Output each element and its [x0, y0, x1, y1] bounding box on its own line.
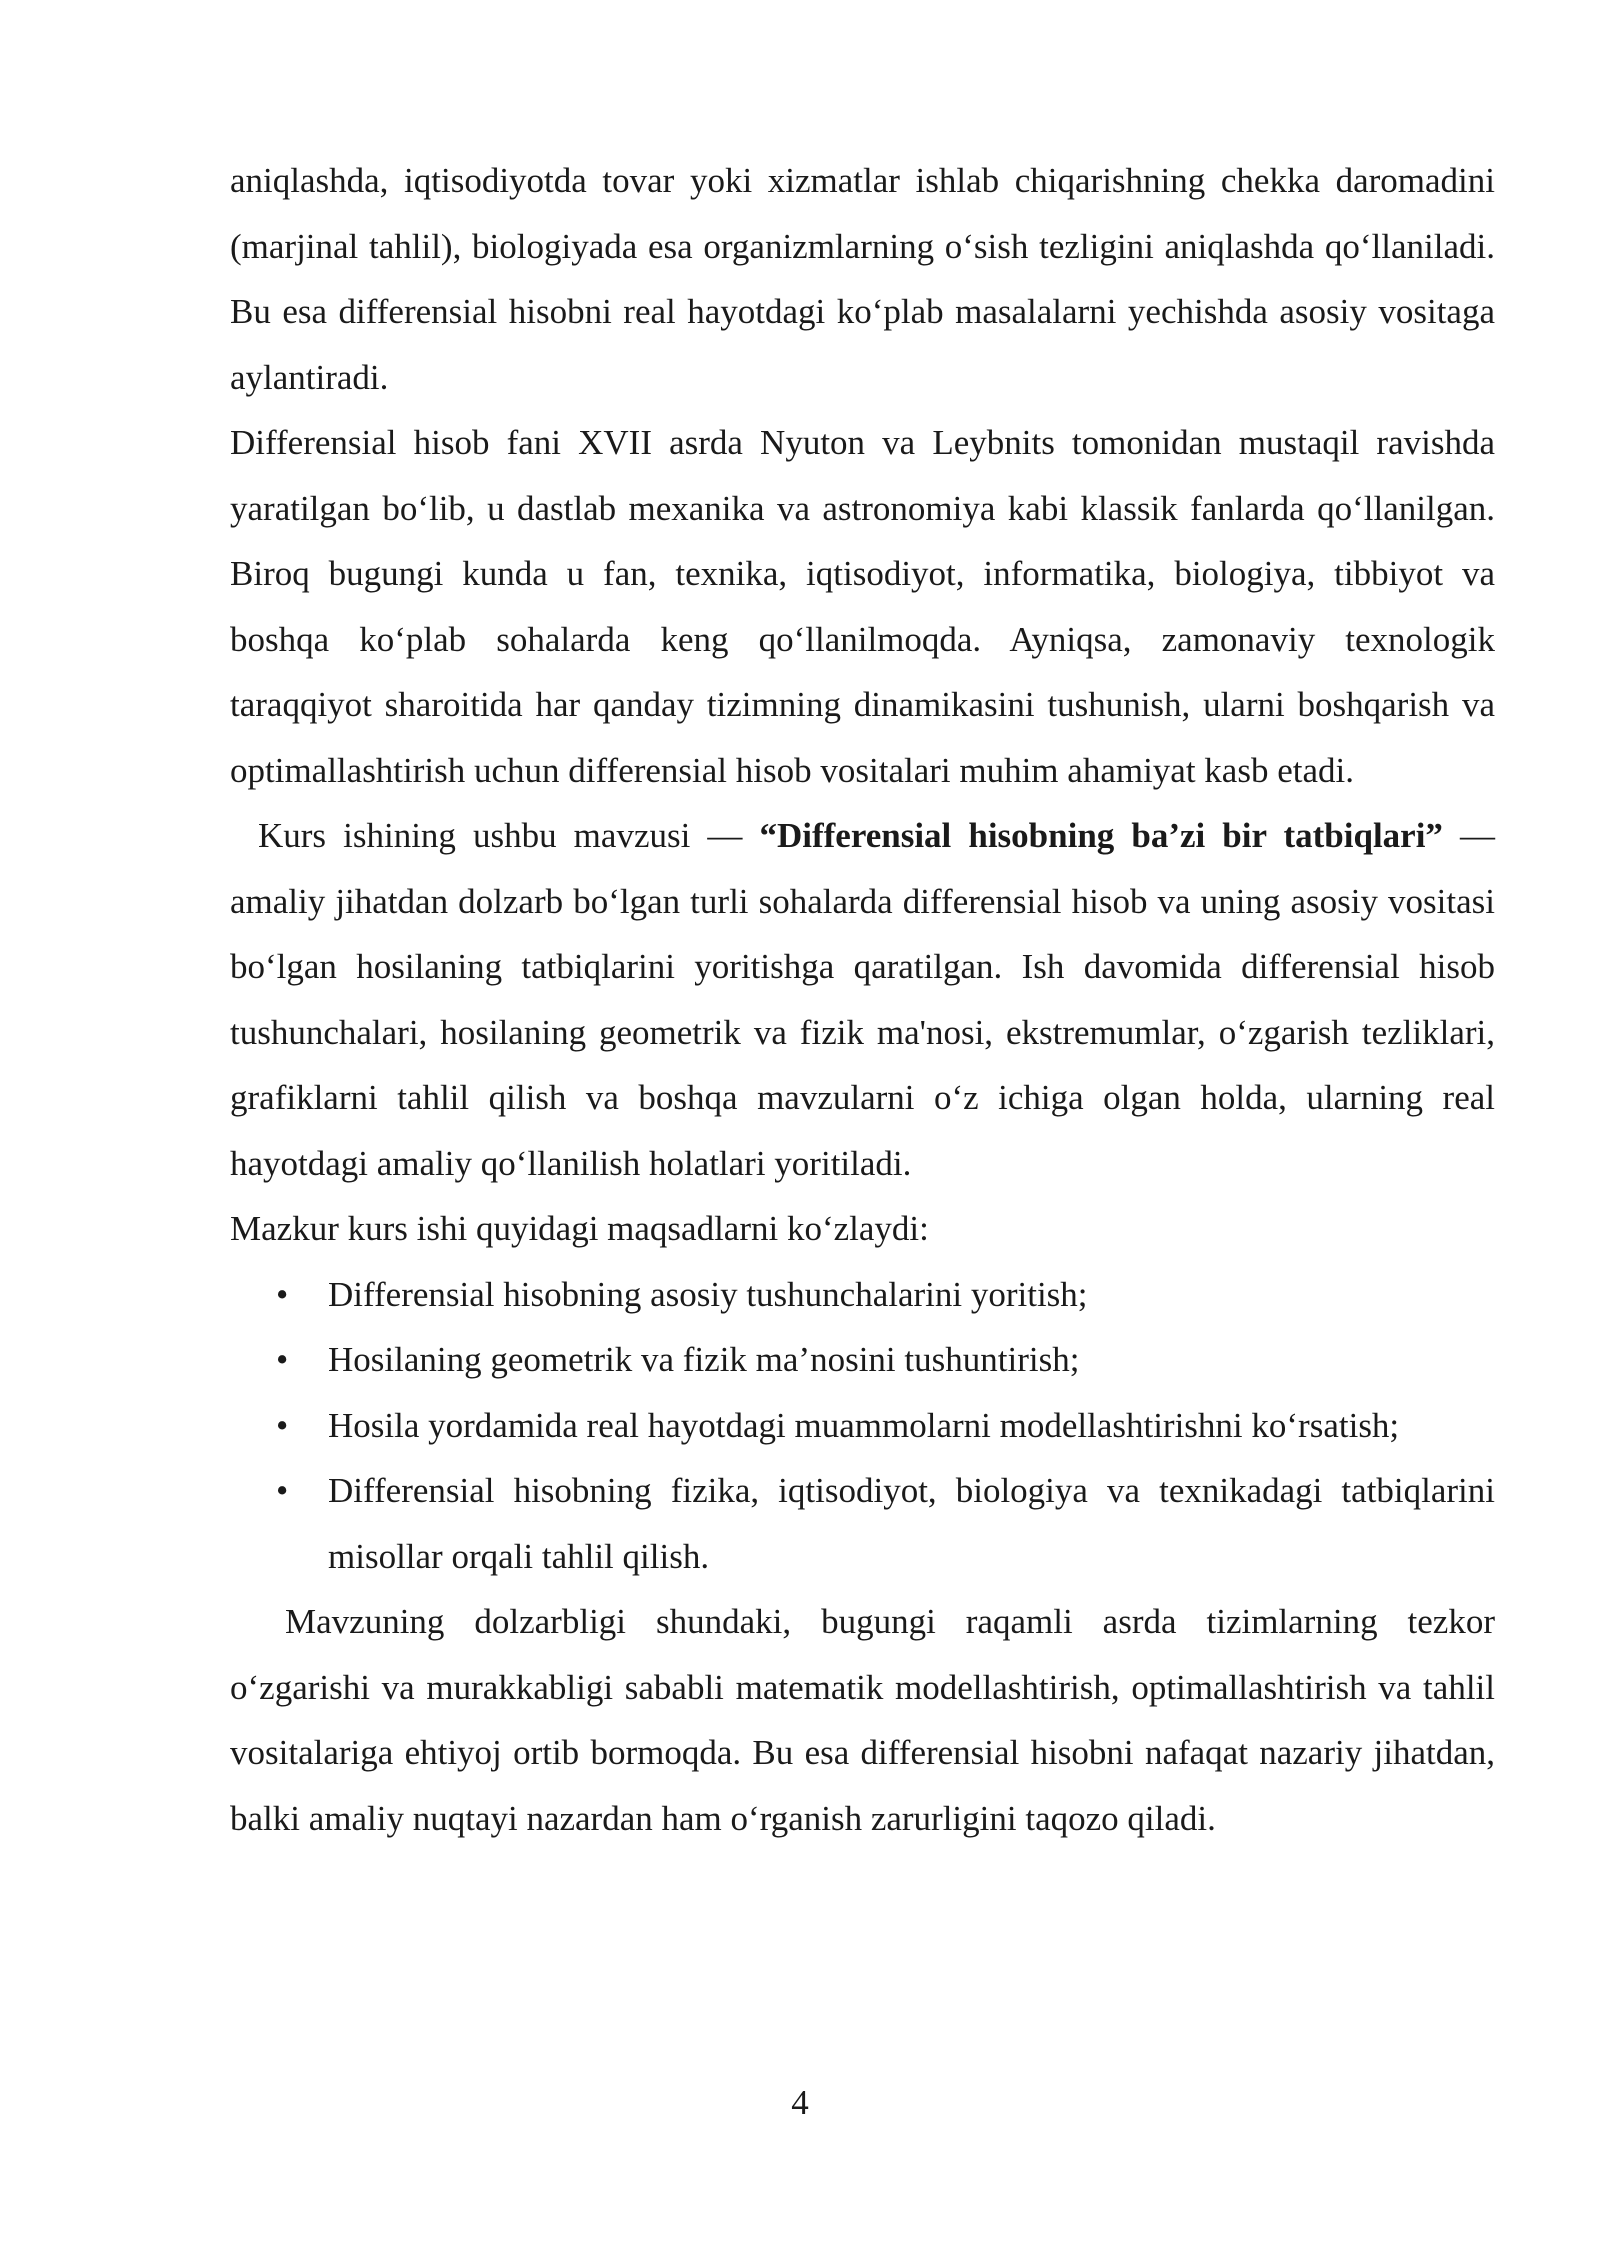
- list-item: [230, 1393, 1495, 1459]
- paragraph-history: Differensial hisob fani XVII asrda Nyuton va Leybnits tomonidan mustaqil ravishda yaratilgan bo‘lib, u dastlab mexanika va astronomiya kabi klassik fanlarda qo‘llanilgan. Biroq bugungi kunda u fan, texnika, iqtisodiyot, informatika, biologiya, tibbiyot va boshqa ko‘plab sohalarda keng qo‘llanilmoqda. Ayniqsa, zamonaviy texnologik taraqqiyot sharoitida har qanday tizimning dinamikasini tushunish, ularni boshqarish va optimallashtirish uchun differensial hisob vositalari muhim ahamiyat kasb etadi.: [230, 423, 1495, 790]
- list-item: [230, 1327, 1495, 1393]
- bullet-icon: •: [276, 1471, 289, 1510]
- paragraph-goals-intro: Mazkur kurs ishi quyidagi maqsadlarni ko‘zlaydi:: [230, 1209, 929, 1248]
- goals-list: [230, 1262, 1495, 1590]
- paragraph-relevance: Mavzuning dolzarbligi shundaki, bugungi raqamli asrda tizimlarning tezkor o‘zgarishi va murakkabligi sababli matematik modellashtirish, optimallashtirish va tahlil vositalariga ehtiyoj ortib bormoqda. Bu esa differensial hisobni nafaqat nazariy jihatdan, balki amaliy nuqtayi nazardan ham o‘rganish zarurligini taqozo qiladi.: [230, 1602, 1495, 1838]
- paragraph-topic: [230, 803, 1495, 1196]
- bullet-icon: •: [276, 1340, 289, 1379]
- list-item-text: Hosila yordamida real hayotdagi muammolarni modellashtirishni ko‘rsatish;: [328, 1405, 1400, 1445]
- list-item: [230, 1458, 1495, 1589]
- list-item-text: Hosilaning geometrik va fizik ma’nosini tushuntirish;: [328, 1340, 1080, 1379]
- list-item-text: Differensial hisobning asosiy tushunchalarini yoritish;: [328, 1274, 1088, 1314]
- bullet-icon: •: [276, 1274, 289, 1314]
- paragraph-intro-continuation: aniqlashda, iqtisodiyotda tovar yoki xizmatlar ishlab chiqarishning chekka daromadini (marjinal tahlil), biologiyada esa organizmlarning o‘sish tezligini aniqlashda qo‘llaniladi. Bu esa differensial hisobni real hayotdagi ko‘plab masalalarni yechishda asosiy vositaga aylantiradi.: [230, 161, 1495, 397]
- topic-lead-text: Kurs ishining ushbu mavzusi —: [258, 816, 760, 855]
- course-work-title: “Differensial hisobning ba’zi bir tatbiqlari”: [759, 816, 1443, 855]
- bullet-icon: •: [276, 1405, 289, 1445]
- page-body: [230, 148, 1495, 1851]
- list-item-text: Differensial hisobning fizika, iqtisodiyot, biologiya va texnikadagi tatbiqlarini misollar orqali tahlil qilish.: [328, 1471, 1495, 1576]
- list-item: [230, 1262, 1495, 1328]
- page-number: 4: [791, 2083, 809, 2122]
- topic-description-text: — amaliy jihatdan dolzarb bo‘lgan turli sohalarda differensial hisob va uning asosiy vositasi bo‘lgan hosilaning tatbiqlarini yoritishga qaratilgan. Ish davomida differensial hisob tushunchalari, hosilaning geometrik va fizik ma'nosi, ekstremumlar, o‘zgarish tezliklari, grafiklarni tahlil qilish va boshqa mavzularni o‘z ichiga olgan holda, ularning real hayotdagi amaliy qo‘llanilish holatlari yoritiladi.: [230, 816, 1496, 1183]
